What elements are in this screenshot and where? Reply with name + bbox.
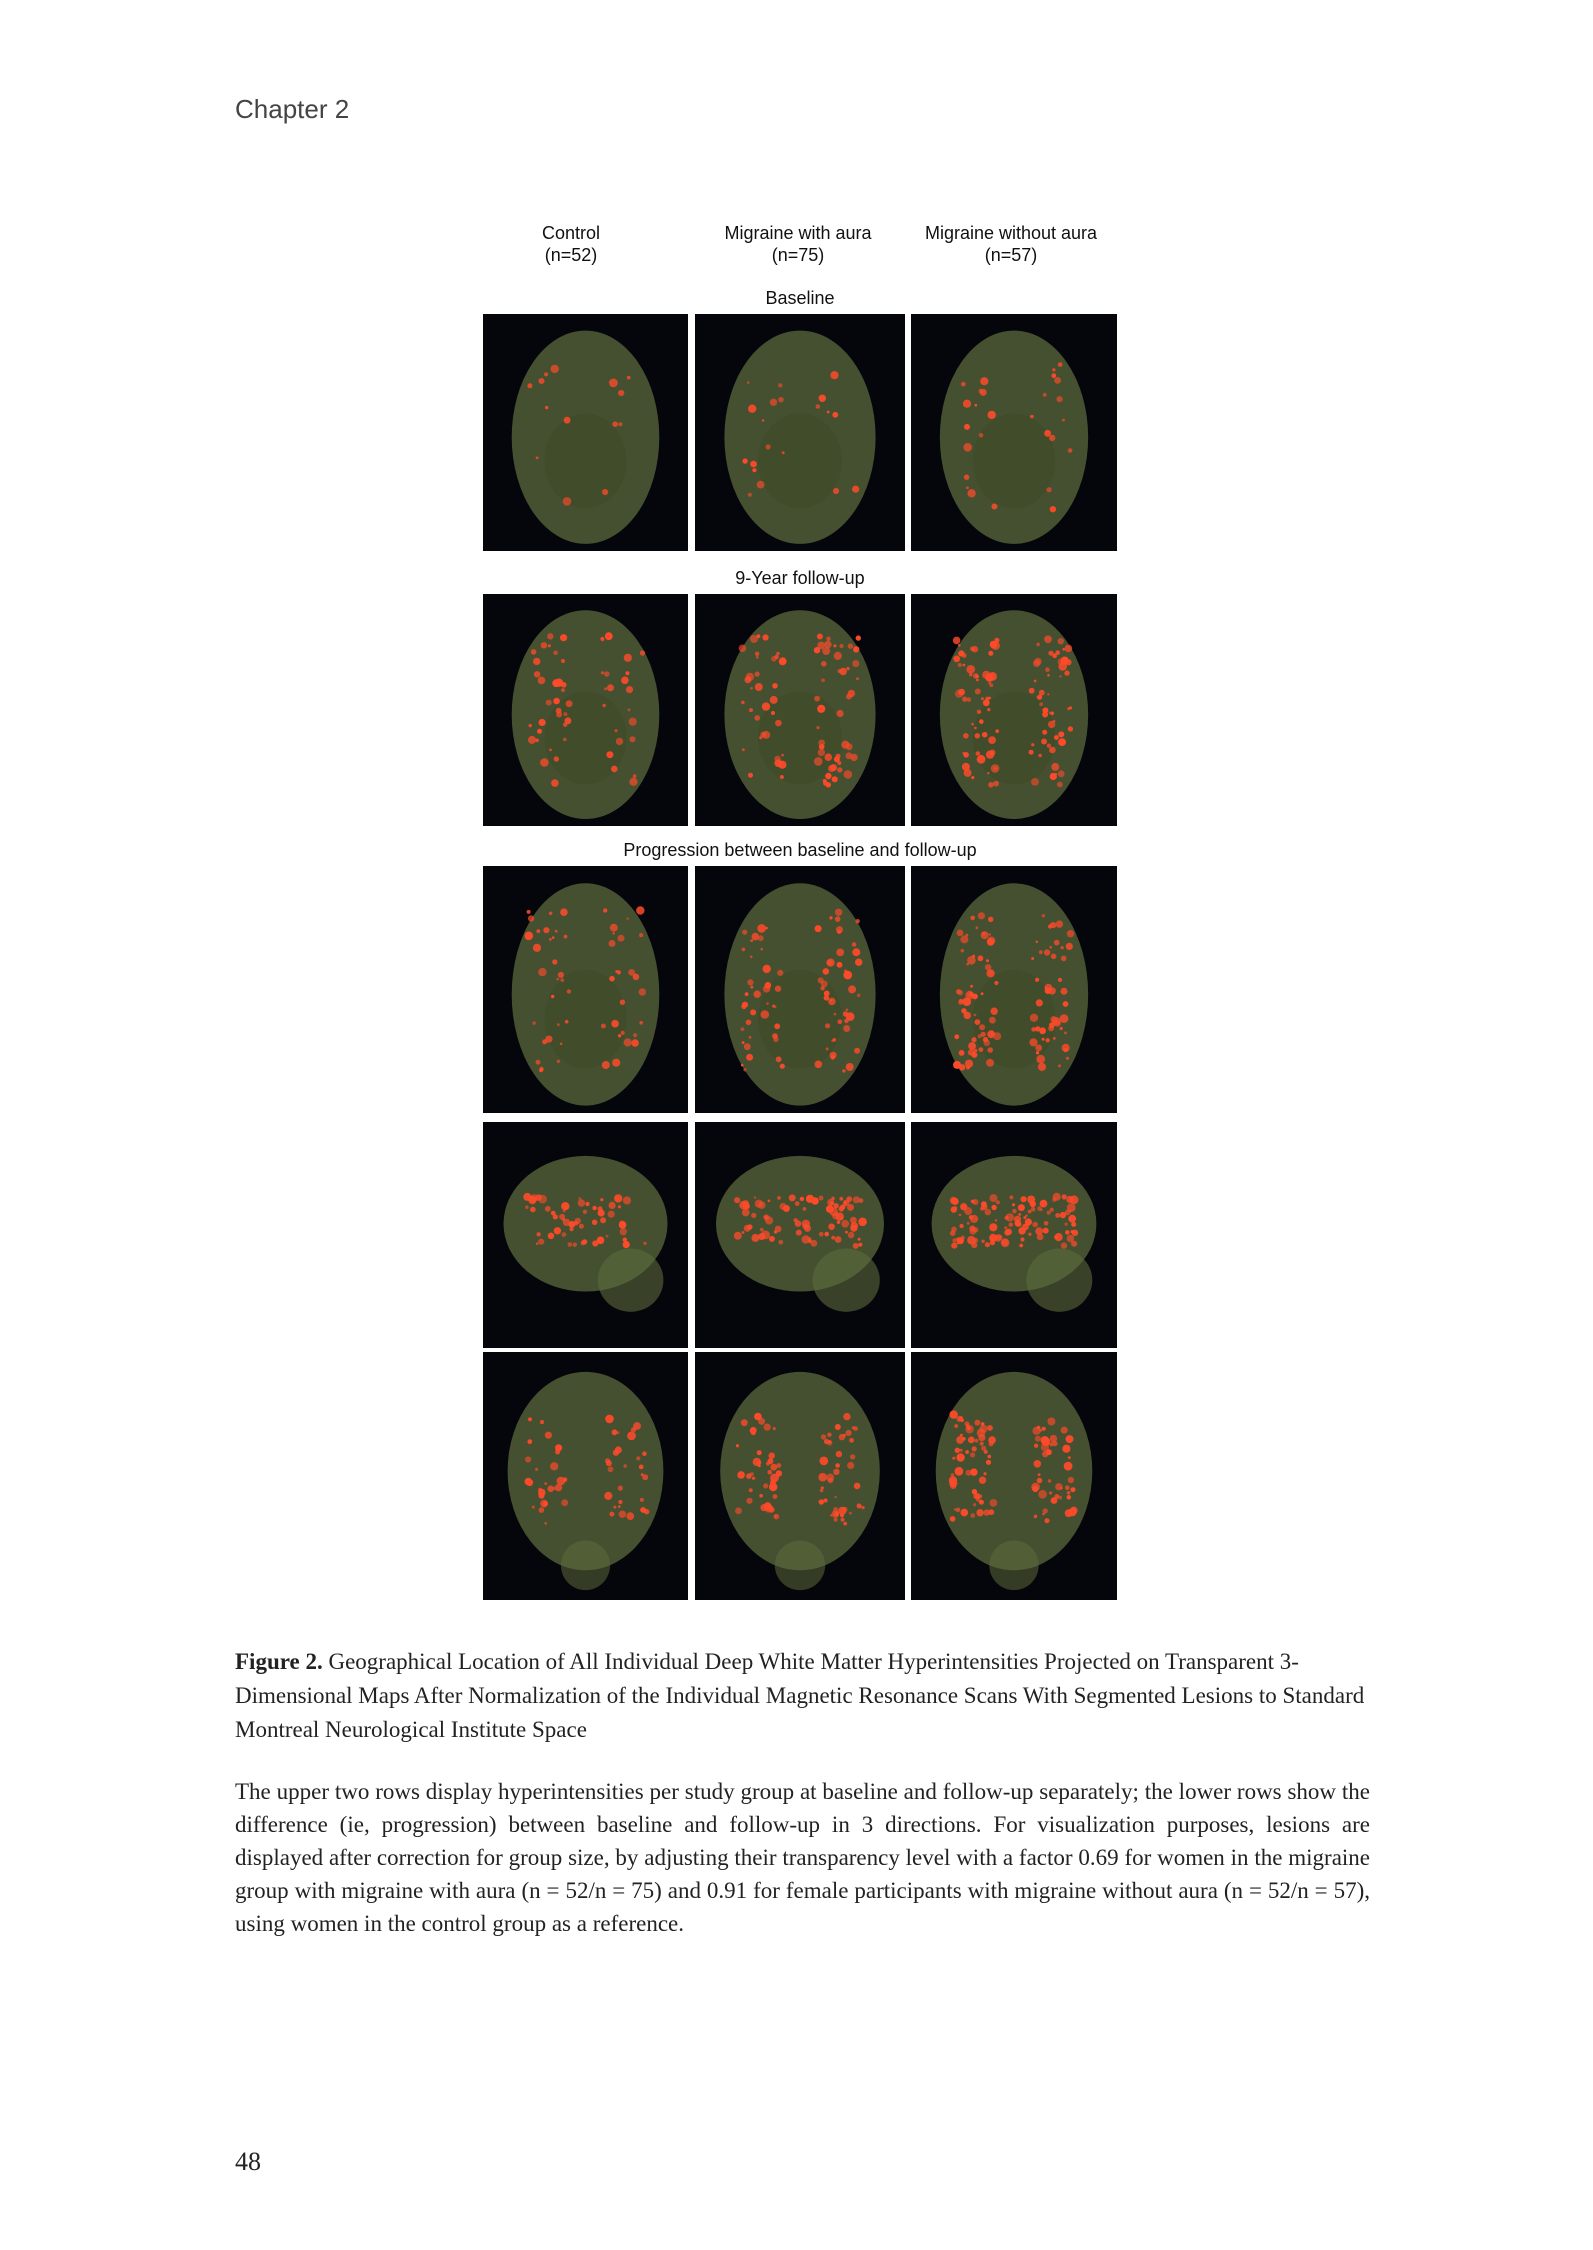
brain-axial-image (695, 314, 905, 551)
brain-axial-image (483, 594, 688, 826)
column-header-control (471, 222, 671, 266)
brain-coronal-image (911, 1352, 1117, 1600)
brain-sagittal-image (695, 1122, 905, 1348)
brain-axial-image (695, 594, 905, 826)
brain-sagittal-image (483, 1122, 688, 1348)
page-number: 48 (235, 2147, 261, 2176)
brain-axial-image (483, 314, 688, 551)
column-name: Migraine with aura (724, 223, 872, 243)
brain-axial-image (911, 594, 1117, 826)
section-label-followup: 9-Year follow-up (735, 568, 865, 588)
column-n: (n=57) (984, 245, 1038, 265)
column-n: (n=75) (771, 245, 825, 265)
brain-axial-image (695, 866, 905, 1113)
caption-label: Figure 2. (235, 1649, 323, 1674)
brain-axial-image (911, 866, 1117, 1113)
brain-axial-image (483, 866, 688, 1113)
column-header-migraine-without-aura (911, 222, 1111, 266)
caption-text: Geographical Location of All Individual Deep White Matter Hyperintensities Projected on Transparent 3-Dimensional Maps After Normalization of the Individual Magnetic Resonance Scans With Segmented Lesions to Standard Montreal Neurological Institute Space (235, 1649, 1365, 1742)
section-label-progression: Progression between baseline and follow-up (623, 840, 977, 860)
brain-coronal-image (483, 1352, 688, 1600)
running-head: Chapter 2 (235, 94, 350, 124)
figure-caption (235, 1645, 1370, 1747)
column-name: Control (541, 223, 601, 243)
figure-2 (483, 218, 1117, 1600)
brain-sagittal-image (911, 1122, 1117, 1348)
brain-axial-image (911, 314, 1117, 551)
section-label-baseline: Baseline (765, 288, 835, 308)
brain-coronal-image (695, 1352, 905, 1600)
body-paragraph: The upper two rows display hyperintensities per study group at baseline and follow-up separately; the lower rows show the difference (ie, progression) between baseline and follow-up in 3 directions. For visualization purposes, lesions are displayed after correction for group size, by adjusting their transparency level with a factor 0.69 for women in the migraine group with migraine with aura (n = 52/n = 75) and 0.91 for female participants with migraine without aura (n = 52/n = 57), using women in the control group as a reference. (235, 1779, 1370, 1936)
column-name: Migraine without aura (924, 223, 1098, 243)
column-header-migraine-with-aura (698, 222, 898, 266)
column-n: (n=52) (544, 245, 598, 265)
